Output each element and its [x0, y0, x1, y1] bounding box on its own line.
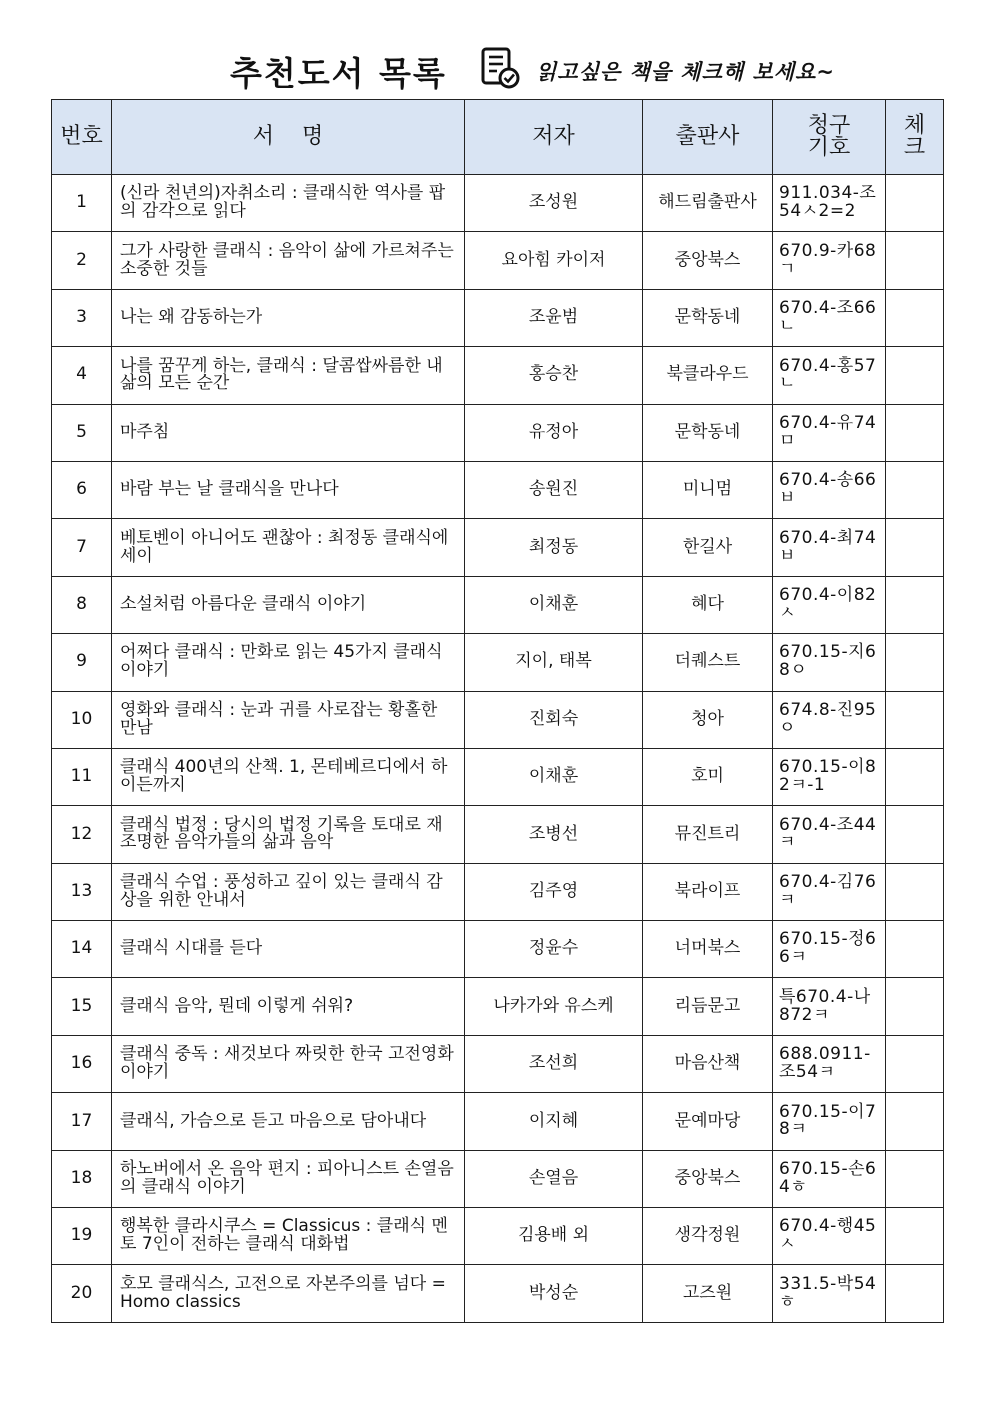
- book-call-number: 670.15-이78ㅋ: [773, 1093, 886, 1150]
- column-header-title-label: 서 명: [252, 124, 324, 150]
- row-number: 11: [52, 748, 112, 805]
- book-author: 이채훈: [465, 576, 643, 633]
- book-call-number: 670.4-행45ㅅ: [773, 1208, 886, 1265]
- row-number: 5: [52, 404, 112, 461]
- book-title: 클래식 400년의 산책. 1, 몬테베르디에서 하이든까지: [112, 748, 465, 805]
- book-check-box[interactable]: [886, 404, 944, 461]
- book-title: 영화와 클래식 : 눈과 귀를 사로잡는 황홀한 만남: [112, 691, 465, 748]
- row-number: 17: [52, 1093, 112, 1150]
- table-row: [52, 1035, 944, 1092]
- book-call-number: 670.4-유74ㅁ: [773, 404, 886, 461]
- book-publisher: 문예마당: [643, 1093, 773, 1150]
- page-title: 추천도서 목록: [230, 54, 447, 93]
- page-subtitle: 읽고싶은 책을 체크해 보세요~: [536, 60, 835, 84]
- book-check-box[interactable]: [886, 519, 944, 576]
- row-number: 9: [52, 634, 112, 691]
- book-title: 베토벤이 아니어도 괜찮아 : 최정동 클래식에세이: [112, 519, 465, 576]
- book-author: 조성원: [465, 175, 643, 232]
- book-check-box[interactable]: [886, 576, 944, 633]
- checklist-document-icon: [478, 46, 522, 90]
- book-call-number: 688.0911-조54ㅋ: [773, 1035, 886, 1092]
- column-header-callno-line2: 기호: [807, 134, 851, 160]
- book-publisher: 중앙북스: [643, 232, 773, 289]
- row-number: 8: [52, 576, 112, 633]
- book-title: 클래식 중독 : 새것보다 짜릿한 한국 고전영화 이야기: [112, 1035, 465, 1092]
- book-check-box[interactable]: [886, 1265, 944, 1322]
- book-author: 정윤수: [465, 921, 643, 978]
- book-publisher: 더퀘스트: [643, 634, 773, 691]
- table-row: [52, 1150, 944, 1207]
- book-title: 그가 사랑한 클래식 : 음악이 삶에 가르쳐주는 소중한 것들: [112, 232, 465, 289]
- book-call-number: 670.4-김76ㅋ: [773, 863, 886, 920]
- book-author: 홍승찬: [465, 347, 643, 404]
- column-header-check-line2: 크: [903, 134, 926, 160]
- table-header-row: [52, 100, 944, 175]
- book-author: 이채훈: [465, 748, 643, 805]
- table-row: [52, 921, 944, 978]
- book-call-number: 특670.4-나872ㅋ: [773, 978, 886, 1035]
- row-number: 6: [52, 461, 112, 518]
- book-title: (신라 천년의)자취소리 : 클래식한 역사를 팝의 감각으로 읽다: [112, 175, 465, 232]
- row-number: 16: [52, 1035, 112, 1092]
- book-check-box[interactable]: [886, 748, 944, 805]
- book-check-box[interactable]: [886, 806, 944, 863]
- table-row: [52, 404, 944, 461]
- book-author: 요아힘 카이저: [465, 232, 643, 289]
- book-title: 호모 클래식스, 고전으로 자본주의를 넘다 = Homo classics: [112, 1265, 465, 1322]
- book-title: 어쩌다 클래식 : 만화로 읽는 45가지 클래식 이야기: [112, 634, 465, 691]
- book-publisher: 리듬문고: [643, 978, 773, 1035]
- book-publisher: 호미: [643, 748, 773, 805]
- book-author: 김주영: [465, 863, 643, 920]
- book-call-number: 670.9-카68ㄱ: [773, 232, 886, 289]
- table-row: [52, 634, 944, 691]
- table-row: [52, 748, 944, 805]
- book-call-number: 674.8-진95ㅇ: [773, 691, 886, 748]
- book-author: 김용배 외: [465, 1208, 643, 1265]
- book-publisher: 문학동네: [643, 289, 773, 346]
- table-row: [52, 175, 944, 232]
- book-publisher: 한길사: [643, 519, 773, 576]
- book-publisher: 너머북스: [643, 921, 773, 978]
- book-title: 바람 부는 날 클래식을 만나다: [112, 461, 465, 518]
- book-title: 클래식 수업 : 풍성하고 깊이 있는 클래식 감상을 위한 안내서: [112, 863, 465, 920]
- book-publisher: 북라이프: [643, 863, 773, 920]
- book-check-box[interactable]: [886, 347, 944, 404]
- book-call-number: 670.4-이82ㅅ: [773, 576, 886, 633]
- row-number: 3: [52, 289, 112, 346]
- table-row: [52, 519, 944, 576]
- row-number: 12: [52, 806, 112, 863]
- row-number: 18: [52, 1150, 112, 1207]
- table-row: [52, 232, 944, 289]
- book-author: 조병선: [465, 806, 643, 863]
- book-call-number: 670.4-최74ㅂ: [773, 519, 886, 576]
- column-header-title: [112, 100, 465, 175]
- book-call-number: 670.15-손64ㅎ: [773, 1150, 886, 1207]
- row-number: 14: [52, 921, 112, 978]
- book-call-number: 670.15-지68ㅇ: [773, 634, 886, 691]
- book-title: 소설처럼 아름다운 클래식 이야기: [112, 576, 465, 633]
- row-number: 7: [52, 519, 112, 576]
- book-check-box[interactable]: [886, 232, 944, 289]
- book-publisher: 미니멈: [643, 461, 773, 518]
- book-publisher: 청아: [643, 691, 773, 748]
- table-row: [52, 978, 944, 1035]
- table-row: [52, 691, 944, 748]
- table-body: [52, 175, 944, 1323]
- book-title: 클래식 시대를 듣다: [112, 921, 465, 978]
- column-header-publisher: 출판사: [643, 100, 773, 175]
- page-header: [0, 40, 992, 96]
- table-row: [52, 289, 944, 346]
- book-call-number: 911.034-조54ㅅ2=2: [773, 175, 886, 232]
- column-header-callno-line1: 청구: [807, 112, 851, 138]
- book-check-box[interactable]: [886, 461, 944, 518]
- book-title: 클래식, 가슴으로 듣고 마음으로 담아내다: [112, 1093, 465, 1150]
- book-check-box[interactable]: [886, 1208, 944, 1265]
- book-title: 클래식 음악, 뭔데 이렇게 쉬워?: [112, 978, 465, 1035]
- column-header-callno: [773, 100, 886, 175]
- row-number: 2: [52, 232, 112, 289]
- book-publisher: 해드림출판사: [643, 175, 773, 232]
- book-call-number: 670.4-조44ㅋ: [773, 806, 886, 863]
- book-author: 송원진: [465, 461, 643, 518]
- book-call-number: 331.5-박54ㅎ: [773, 1265, 886, 1322]
- table-row: [52, 863, 944, 920]
- book-check-box[interactable]: [886, 175, 944, 232]
- row-number: 19: [52, 1208, 112, 1265]
- book-publisher: 뮤진트리: [643, 806, 773, 863]
- book-call-number: 670.15-정66ㅋ: [773, 921, 886, 978]
- column-header-check: [886, 100, 944, 175]
- book-check-box[interactable]: [886, 634, 944, 691]
- book-call-number: 670.4-홍57ㄴ: [773, 347, 886, 404]
- book-author: 지이, 태복: [465, 634, 643, 691]
- book-check-box[interactable]: [886, 921, 944, 978]
- book-author: 박성순: [465, 1265, 643, 1322]
- book-author: 진회숙: [465, 691, 643, 748]
- table-row: [52, 461, 944, 518]
- book-check-box[interactable]: [886, 863, 944, 920]
- table-row: [52, 806, 944, 863]
- book-check-box[interactable]: [886, 1093, 944, 1150]
- table-row: [52, 347, 944, 404]
- table-row: [52, 576, 944, 633]
- book-publisher: 중앙북스: [643, 1150, 773, 1207]
- book-check-box[interactable]: [886, 1035, 944, 1092]
- column-header-author: 저자: [465, 100, 643, 175]
- book-author: 조선희: [465, 1035, 643, 1092]
- row-number: 15: [52, 978, 112, 1035]
- table-row: [52, 1093, 944, 1150]
- book-check-box[interactable]: [886, 691, 944, 748]
- column-header-check-line1: 체: [903, 112, 926, 138]
- book-author: 최정동: [465, 519, 643, 576]
- book-publisher: 북클라우드: [643, 347, 773, 404]
- book-check-box[interactable]: [886, 289, 944, 346]
- book-publisher: 고즈원: [643, 1265, 773, 1322]
- book-title: 클래식 법정 : 당시의 법정 기록을 토대로 재조명한 음악가들의 삶과 음악: [112, 806, 465, 863]
- table-row: [52, 1265, 944, 1322]
- book-call-number: 670.4-송66ㅂ: [773, 461, 886, 518]
- row-number: 10: [52, 691, 112, 748]
- book-publisher: 혜다: [643, 576, 773, 633]
- column-header-no: 번호: [52, 100, 112, 175]
- book-title: 나는 왜 감동하는가: [112, 289, 465, 346]
- book-call-number: 670.4-조66ㄴ: [773, 289, 886, 346]
- row-number: 13: [52, 863, 112, 920]
- book-author: 이지혜: [465, 1093, 643, 1150]
- book-title: 행복한 클라시쿠스 = Classicus : 클래식 멘토 7인이 전하는 클래식 대화법: [112, 1208, 465, 1265]
- book-publisher: 마음산책: [643, 1035, 773, 1092]
- book-check-box[interactable]: [886, 978, 944, 1035]
- book-title: 마주침: [112, 404, 465, 461]
- row-number: 20: [52, 1265, 112, 1322]
- book-author: 손열음: [465, 1150, 643, 1207]
- book-author: 유정아: [465, 404, 643, 461]
- book-check-box[interactable]: [886, 1150, 944, 1207]
- book-title: 나를 꿈꾸게 하는, 클래식 : 달콤쌉싸름한 내 삶의 모든 순간: [112, 347, 465, 404]
- book-author: 조윤범: [465, 289, 643, 346]
- book-list-table: [51, 99, 944, 1323]
- row-number: 1: [52, 175, 112, 232]
- row-number: 4: [52, 347, 112, 404]
- book-publisher: 생각정원: [643, 1208, 773, 1265]
- book-call-number: 670.15-이82ㅋ-1: [773, 748, 886, 805]
- table-row: [52, 1208, 944, 1265]
- book-author: 나카가와 유스케: [465, 978, 643, 1035]
- book-title: 하노버에서 온 음악 편지 : 피아니스트 손열음의 클래식 이야기: [112, 1150, 465, 1207]
- book-publisher: 문학동네: [643, 404, 773, 461]
